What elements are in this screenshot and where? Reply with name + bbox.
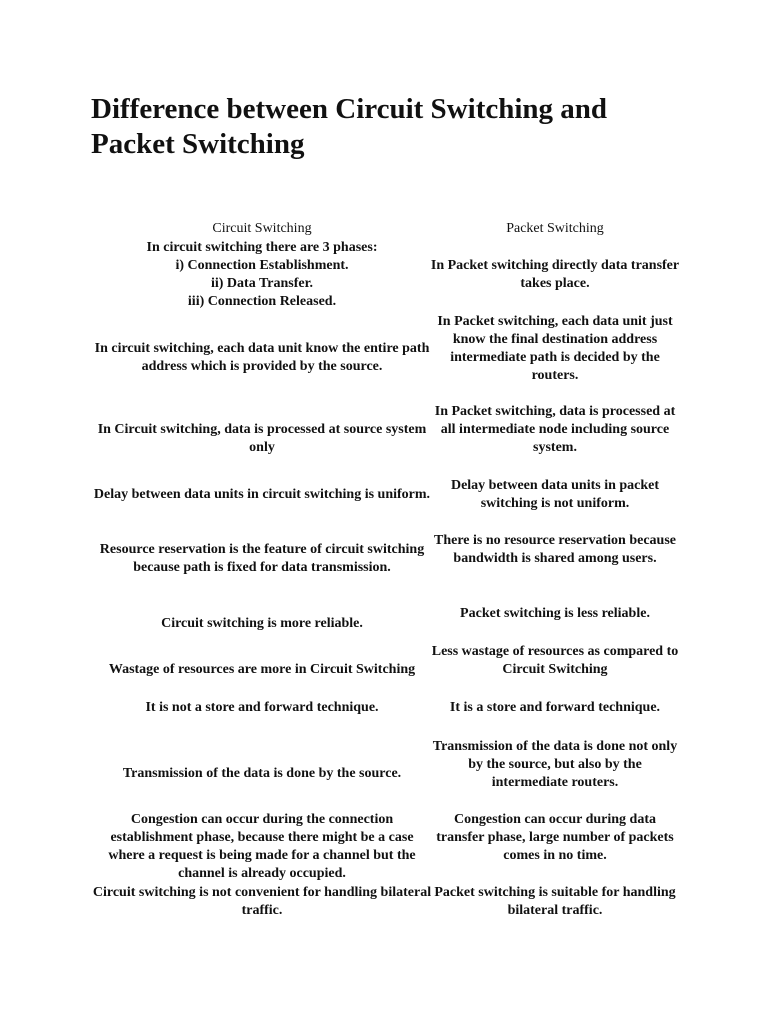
packet-row-direct-transfer: In Packet switching directly data transfer takes place.	[430, 258, 680, 291]
circuit-row-congestion: Congestion can occur during the connection establishment phase, because there might be a case where a request is being made for a channel but the channel is already occupied.	[108, 812, 416, 881]
circuit-row-path-address: In circuit switching, each data unit know the entire path address which is provided by the source.	[94, 341, 430, 374]
packet-row-delay: Delay between data units in packet switching is not uniform.	[450, 478, 660, 511]
circuit-row-bilateral-traffic: Circuit switching is not convenient for handling bilateral traffic.	[92, 885, 432, 918]
packet-row-wastage: Less wastage of resources as compared to Circuit Switching	[431, 644, 679, 677]
circuit-row-store-forward: It is not a store and forward technique.	[145, 700, 379, 715]
phases-intro: In circuit switching there are 3 phases:	[146, 240, 378, 255]
circuit-row-data-processing: In Circuit switching, data is processed at source system only	[97, 422, 427, 455]
packet-row-transmission: Transmission of the data is done not only by the source, but also by the intermediate routers.	[432, 739, 678, 790]
circuit-row-wastage: Wastage of resources are more in Circuit Switching	[108, 662, 416, 677]
circuit-row-resource-reservation: Resource reservation is the feature of circuit switching because path is fixed for data transmission.	[99, 542, 425, 575]
circuit-row-delay: Delay between data units in circuit switching is uniform.	[93, 487, 431, 502]
phase-item: ii) Data Transfer.	[210, 276, 313, 291]
circuit-phases	[92, 239, 432, 311]
packet-row-path-address: In Packet switching, each data unit just know the final destination address intermediate path is decided by the routers.	[437, 314, 673, 383]
packet-row-store-forward: It is a store and forward technique.	[449, 700, 661, 715]
packet-row-resource-reservation: There is no resource reservation because bandwidth is shared among users.	[434, 533, 676, 566]
packet-row-congestion: Congestion can occur during data transfer phase, large number of packets comes in no time.	[436, 812, 674, 863]
circuit-row-transmission: Transmission of the data is done by the source.	[122, 766, 402, 781]
packet-row-data-processing: In Packet switching, data is processed at all intermediate node including source system.	[434, 404, 676, 455]
packet-row-reliability: Packet switching is less reliable.	[460, 606, 650, 621]
packet-row-bilateral-traffic: Packet switching is suitable for handling bilateral traffic.	[434, 885, 676, 918]
circuit-switching-header: Circuit Switching	[212, 221, 312, 236]
packet-switching-header: Packet Switching	[506, 221, 604, 236]
phase-item: iii) Connection Released.	[187, 294, 337, 309]
circuit-row-reliability: Circuit switching is more reliable.	[161, 616, 363, 631]
page-title: Difference between Circuit Switching and Packet Switching	[91, 93, 608, 160]
phase-item: i) Connection Establishment.	[175, 258, 349, 273]
